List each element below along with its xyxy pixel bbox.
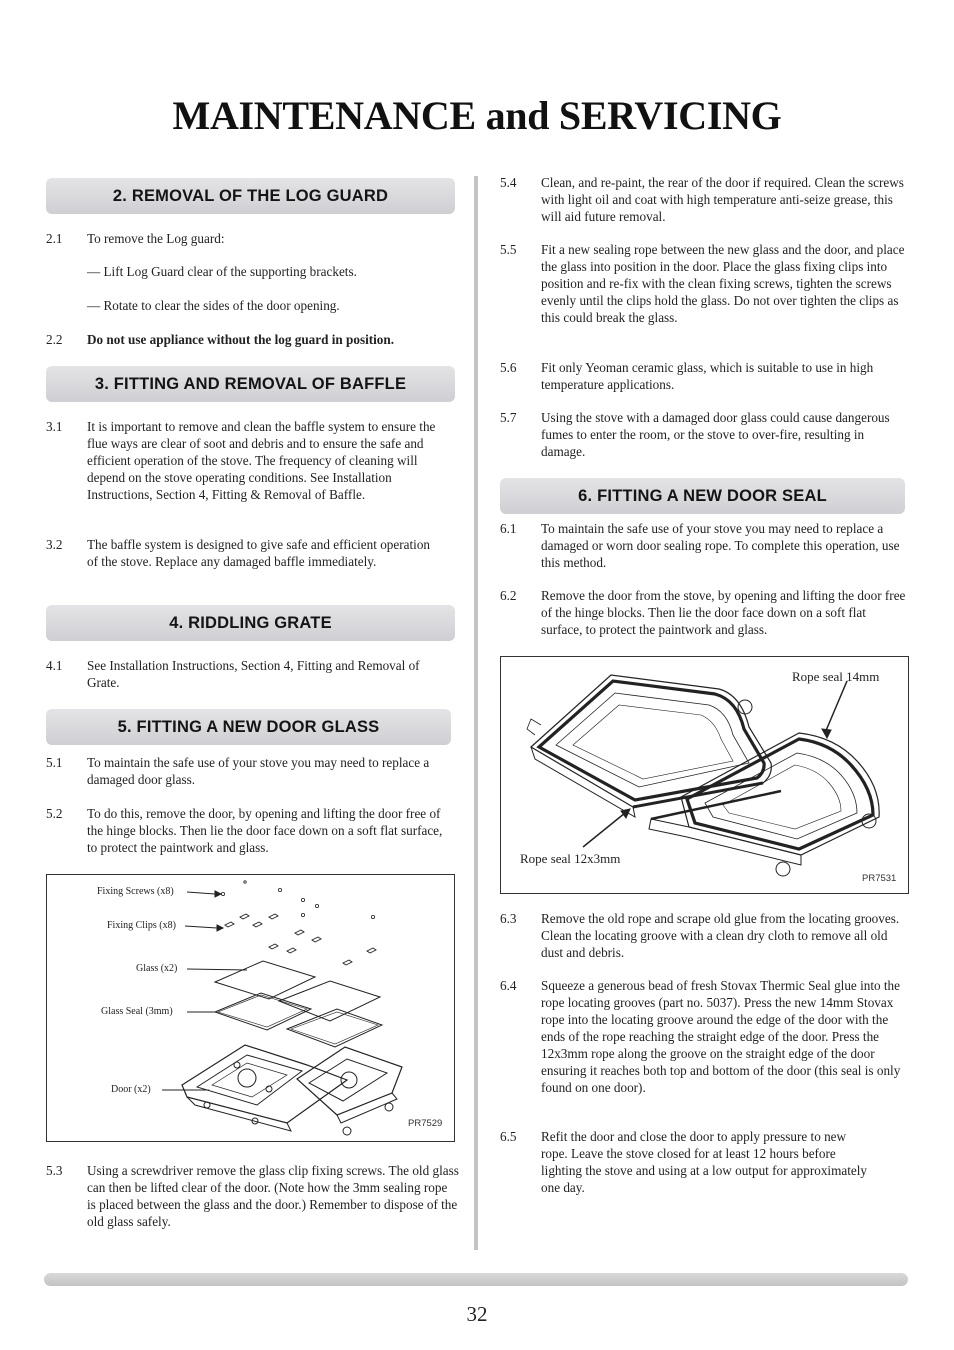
door-seal-drawing [501, 657, 908, 893]
figure-code: PR7529 [408, 1118, 443, 1129]
column-divider [474, 176, 478, 1250]
label-door: Door (x2) [111, 1084, 151, 1095]
section-header-door-glass: 5. FITTING A NEW DOOR GLASS [46, 709, 451, 745]
paragraph-number: 5.1 [46, 755, 63, 770]
label-glass: Glass (x2) [136, 963, 178, 974]
paragraph-text: Fit only Yeoman ceramic glass, which is suitable to use in high temperature applications. [541, 360, 874, 392]
paragraph-number: 2.1 [46, 231, 63, 246]
paragraph-6-1 [500, 520, 906, 571]
label-rope-seal-14mm: Rope seal 14mm [792, 669, 880, 684]
paragraph-text: It is important to remove and clean the baffle system to ensure the flue ways are clear of soot and debris and to ensure the safe and efficient operation of the stove. The frequency of cleaning will depend on the stove operating conditions. See Installation Instructions, Section 4, Fitting & Removal of Baffle. [87, 419, 436, 502]
paragraph-text: Remove the door from the stove, by opening and lifting the door free of the hinge blocks. Then lie the door face down on a soft flat surface, to protect the paintwork and glass. [541, 588, 906, 637]
section-header-door-seal: 6. FITTING A NEW DOOR SEAL [500, 478, 905, 514]
bullet-lift-log-guard: — Lift Log Guard clear of the supporting brackets. [87, 264, 357, 279]
paragraph-5-6 [500, 359, 906, 393]
paragraph-6-5 [500, 1128, 906, 1196]
page-title: MAINTENANCE and SERVICING [172, 93, 782, 138]
label-rope-seal-12x3mm: Rope seal 12x3mm [520, 851, 621, 866]
paragraph-6-2 [500, 587, 906, 638]
paragraph-text: To do this, remove the door, by opening and lifting the door free of the hinge blocks. Then lie the door face down on a soft flat surface, to protect the paintwork and glass. [87, 806, 443, 855]
paragraph-text: The baffle system is designed to give safe and efficient operation of the stove. Replace any damaged baffle immediately. [87, 537, 431, 569]
label-fixing-clips: Fixing Clips (x8) [107, 920, 176, 931]
paragraph-number: 5.5 [500, 242, 517, 257]
exploded-door-glass-drawing [47, 875, 454, 1141]
paragraph-text: Remove the old rope and scrape old glue from the locating grooves. Clean the locating groove with a clean dry cloth to remove all old dust and debris. [541, 911, 900, 960]
paragraph-number: 6.3 [500, 911, 517, 926]
paragraph-number: 5.2 [46, 806, 63, 821]
paragraph-text: To maintain the safe use of your stove you may need to replace a damaged door glass. [87, 755, 430, 787]
paragraph-text: To maintain the safe use of your stove you may need to replace a damaged or worn door sealing rope. To complete this operation, use this method. [541, 521, 900, 570]
paragraph-5-2 [46, 805, 456, 856]
paragraph-2-2 [46, 331, 456, 348]
paragraph-3-1 [46, 418, 456, 520]
door-seal-figure [500, 656, 909, 894]
paragraph-text: Using the stove with a damaged door glass could cause dangerous fumes to enter the room, or the stove to over-fire, resulting in damage. [541, 410, 890, 459]
section-header-log-guard: 2. REMOVAL OF THE LOG GUARD [46, 178, 455, 214]
label-fixing-screws: Fixing Screws (x8) [97, 886, 174, 897]
footer-bar [44, 1273, 908, 1286]
paragraph-6-3 [500, 910, 906, 961]
paragraph-number: 6.5 [500, 1129, 517, 1144]
door-glass-figure [46, 874, 455, 1142]
paragraph-number: 3.1 [46, 419, 63, 434]
paragraph-text: To remove the Log guard: [87, 231, 225, 246]
paragraph-6-4 [500, 977, 906, 1113]
paragraph-5-3 [46, 1162, 466, 1230]
figure-code: PR7531 [862, 873, 897, 884]
paragraph-number: 5.3 [46, 1163, 63, 1178]
paragraph-5-1 [46, 754, 456, 788]
paragraph-3-2 [46, 536, 456, 587]
section-header-baffle: 3. FITTING AND REMOVAL OF BAFFLE [46, 366, 455, 402]
paragraph-number: 5.6 [500, 360, 517, 375]
paragraph-number: 2.2 [46, 332, 63, 347]
paragraph-number: 3.2 [46, 537, 63, 552]
paragraph-number: 5.7 [500, 410, 517, 425]
paragraph-number: 5.4 [500, 175, 517, 190]
paragraph-number: 6.1 [500, 521, 517, 536]
paragraph-text: Refit the door and close the door to apply pressure to new rope. Leave the stove closed for at least 12 hours before lighting the stove and using at a low output for approximately one day. [541, 1129, 867, 1195]
paragraph-text: See Installation Instructions, Section 4, Fitting and Removal of Grate. [87, 658, 420, 690]
paragraph-text: Do not use appliance without the log guard in position. [87, 332, 395, 347]
paragraph-5-5 [500, 241, 906, 343]
paragraph-number: 4.1 [46, 658, 63, 673]
paragraph-text: Squeeze a generous bead of fresh Stovax Thermic Seal glue into the rope locating grooves (part no. 5037). Press the new 14mm Stovax rope into the locating groove around the edge of the door with the ends of the rope reaching the straight edge of the door. Press the 12x3mm rope along the groove on the straight edge of the door ensuring it reaches both top and bottom of the door (this seal is only found on one door). [541, 978, 901, 1095]
bullet-rotate: — Rotate to clear the sides of the door opening. [87, 298, 340, 313]
paragraph-number: 6.4 [500, 978, 517, 993]
paragraph-number: 6.2 [500, 588, 517, 603]
paragraph-5-4 [500, 174, 906, 225]
page-number: 32 [466, 1302, 488, 1326]
paragraph-text: Clean, and re-paint, the rear of the door if required. Clean the screws with light oil and coat with high temperature anti-seize grease, this will aid future removal. [541, 175, 904, 224]
section-header-riddling-grate: 4. RIDDLING GRATE [46, 605, 455, 641]
label-glass-seal: Glass Seal (3mm) [101, 1006, 173, 1017]
paragraph-4-1 [46, 657, 456, 691]
paragraph-text: Fit a new sealing rope between the new glass and the door, and place the glass into position in the door. Place the glass fixing clips into position and re-fix with the clean fixing screws, tighten the screws evenly until the clips hold the glass. Do not over tighten the clips as this could break the glass. [541, 242, 905, 325]
paragraph-5-7 [500, 409, 906, 460]
paragraph-2-1 [46, 230, 456, 247]
paragraph-text: Using a screwdriver remove the glass clip fixing screws. The old glass can then be lifted clear of the door. (Note how the 3mm sealing rope is placed between the glass and the door.) Remember to dispose of the old glass safely. [87, 1163, 459, 1229]
